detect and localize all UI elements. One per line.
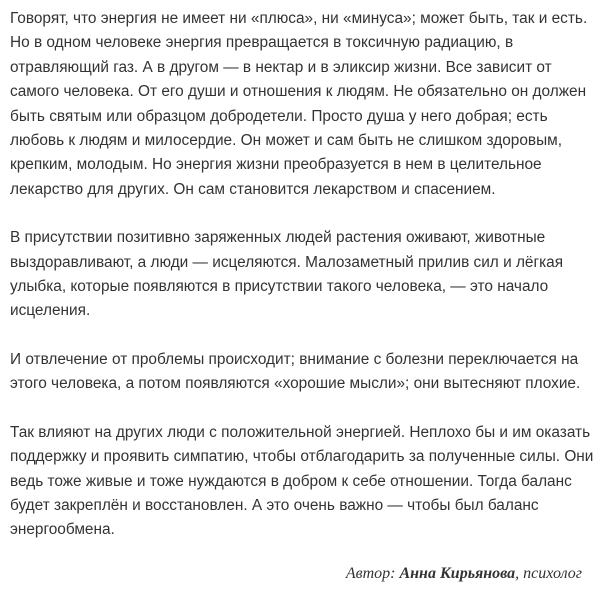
text-line: поддержку и проявить симпатию, чтобы отблагодарить за полученные силы. Они [10,448,594,466]
text-line: крепким, молодым. Но энергия жизни преобразуется в нем в целительное [10,156,542,174]
text-line: лекарство для других. Он сам становится лекарством и спасением. [10,180,496,198]
text-line: быть святым или образцом добродетели. Просто душа у него добрая; есть [10,107,548,125]
text-line: Говорят, что энергия не имеет ни «плюса», ни «минуса»; может быть, так и есть. [10,10,588,27]
text-line: В присутствии позитивно заряженных людей растения оживают, животные [10,229,546,247]
author-suffix: , психолог [515,565,582,582]
text-line: Но в одном человеке энергия превращается в токсичную радиацию, в [10,34,514,52]
text-line: ведь тоже живые и тоже нуждаются в добром к себе отношении. Тогда баланс [10,472,572,490]
text-line: будет закреплён и восстановлен. А это очень важно — чтобы был баланс [10,496,539,514]
author-name: Анна Кирьянова [399,565,516,582]
paragraph-1 [10,7,590,202]
text-line: энергообмена. [10,521,115,539]
paragraph-2 [10,226,590,324]
paragraph-4 [10,421,594,543]
text-line: этого человека, а потом появляются «хорошие мысли»; они вытесняют плохие. [10,375,581,393]
text-line: улыбка, которые появляются в присутствии такого человека, — это начало [10,278,549,296]
paragraph-3 [10,348,590,397]
text-line: самого человека. От его души и отношения к людям. Не обязательно он должен [10,83,587,101]
text-line: Так влияют на других люди с положительной энергией. Неплохо бы и им оказать [10,423,591,441]
author-prefix: Автор: [345,565,400,582]
text-line: И отвлечение от проблемы происходит; внимание с болезни переключается на [10,350,579,368]
text-line: отравляющий газ. А в другом — в нектар и в эликсир жизни. Все зависит от [10,58,552,76]
text-line: любовь к людям и милосердие. Он может и сам быть не слишком здоровым, [10,132,562,150]
text-line: исцеления. [10,302,91,320]
text-line: выздоравливают, а люди — исцеляются. Малозаметный прилив сил и лёгкая [10,253,564,271]
author-credit [346,565,582,583]
